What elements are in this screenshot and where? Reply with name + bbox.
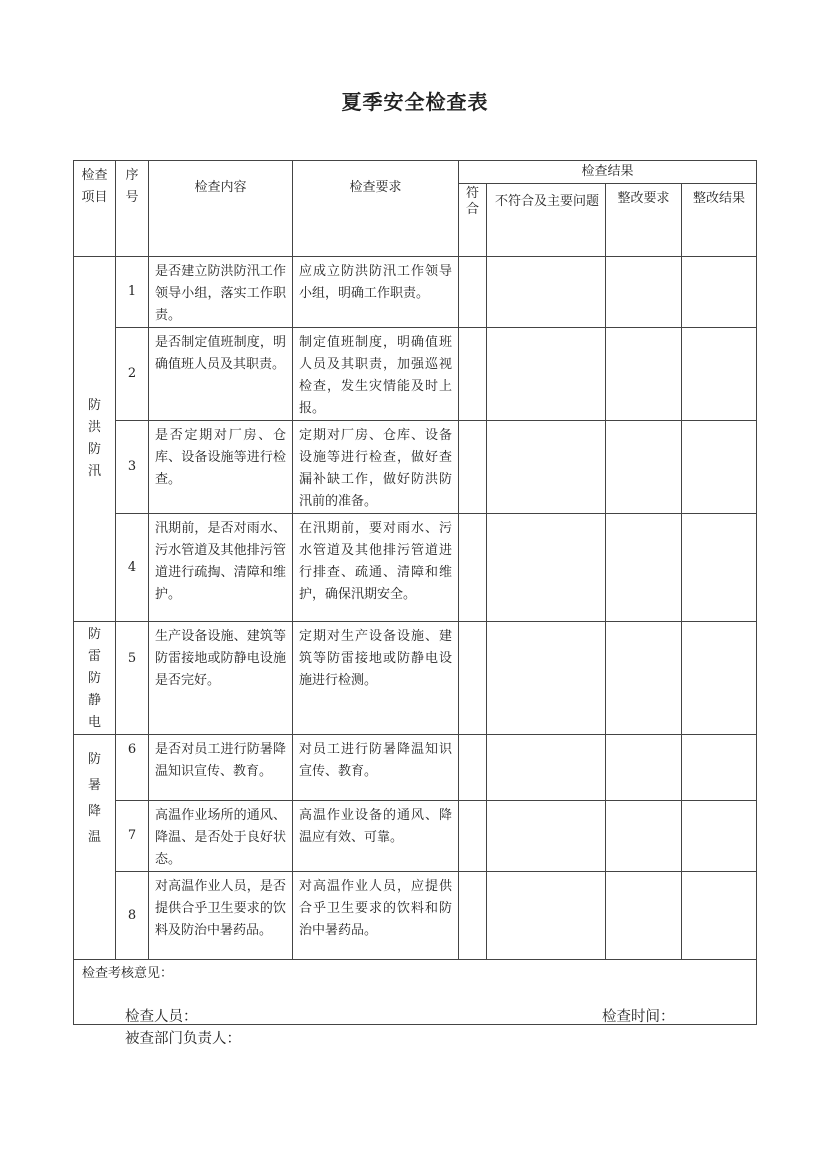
header-nonconform: 不符合及主要问题 xyxy=(487,184,606,257)
opinion-label: 检查考核意见： xyxy=(82,966,174,981)
cell-nonconform[interactable] xyxy=(487,735,606,801)
row-requirement: 对员工进行防暑降温知识宣传、教育。 xyxy=(293,735,459,801)
cell-rectify-result[interactable] xyxy=(682,801,757,872)
cell-nonconform[interactable] xyxy=(487,328,606,421)
row-requirement: 定期对厂房、仓库、设备设施等进行检查，做好查漏补缺工作，做好防洪防汛前的准备。 xyxy=(293,421,459,514)
row-num: 6 xyxy=(116,735,149,801)
row-num: 3 xyxy=(116,421,149,514)
cell-nonconform[interactable] xyxy=(487,622,606,735)
inspector-label: 检查人员： xyxy=(125,1009,198,1025)
row-num: 8 xyxy=(116,872,149,960)
cell-rectify-req[interactable] xyxy=(606,735,682,801)
cell-rectify-req[interactable] xyxy=(606,328,682,421)
dept-head-label: 被查部门负责人： xyxy=(125,1031,241,1047)
category-heat: 防暑降温 xyxy=(74,735,116,960)
row-content: 是否制定值班制度，明确值班人员及其职责。 xyxy=(149,328,293,421)
row-num: 1 xyxy=(116,257,149,328)
cell-conform[interactable] xyxy=(459,872,487,960)
cell-nonconform[interactable] xyxy=(487,257,606,328)
header-seq: 序号 xyxy=(116,161,149,257)
row-content: 高温作业场所的通风、降温、是否处于良好状态。 xyxy=(149,801,293,872)
row-requirement: 制定值班制度，明确值班人员及其职责，加强巡视检查，发生灾情能及时上报。 xyxy=(293,328,459,421)
row-requirement: 应成立防洪防汛工作领导小组，明确工作职责。 xyxy=(293,257,459,328)
cell-nonconform[interactable] xyxy=(487,872,606,960)
cell-rectify-req[interactable] xyxy=(606,421,682,514)
cell-rectify-result[interactable] xyxy=(682,872,757,960)
header-rectify-result: 整改结果 xyxy=(682,184,757,257)
cell-rectify-req[interactable] xyxy=(606,514,682,622)
header-category: 检查项目 xyxy=(74,161,116,257)
row-num: 4 xyxy=(116,514,149,622)
row-content: 生产设备设施、建筑等防雷接地或防静电设施是否完好。 xyxy=(149,622,293,735)
cell-rectify-result[interactable] xyxy=(682,735,757,801)
cell-nonconform[interactable] xyxy=(487,801,606,872)
cell-conform[interactable] xyxy=(459,421,487,514)
cell-rectify-result[interactable] xyxy=(682,328,757,421)
cell-rectify-req[interactable] xyxy=(606,257,682,328)
cell-conform[interactable] xyxy=(459,514,487,622)
row-content: 是否定期对厂房、仓库、设备设施等进行检查。 xyxy=(149,421,293,514)
header-requirement: 检查要求 xyxy=(293,161,459,257)
row-requirement: 在汛期前，要对雨水、污水管道及其他排污管道进行排查、疏通、清障和维护，确保汛期安全。 xyxy=(293,514,459,622)
cell-nonconform[interactable] xyxy=(487,421,606,514)
cell-rectify-req[interactable] xyxy=(606,801,682,872)
category-flood: 防洪防汛 xyxy=(74,257,116,622)
header-conform: 符合 xyxy=(459,184,487,257)
cell-conform[interactable] xyxy=(459,735,487,801)
row-num: 5 xyxy=(116,622,149,735)
row-num: 2 xyxy=(116,328,149,421)
cell-nonconform[interactable] xyxy=(487,514,606,622)
category-lightning: 防雷防静电 xyxy=(74,622,116,735)
cell-conform[interactable] xyxy=(459,257,487,328)
header-content: 检查内容 xyxy=(149,161,293,257)
row-requirement: 高温作业设备的通风、降温应有效、可靠。 xyxy=(293,801,459,872)
cell-rectify-result[interactable] xyxy=(682,257,757,328)
inspection-time-label: 检查时间： xyxy=(602,1009,675,1025)
cell-rectify-result[interactable] xyxy=(682,421,757,514)
cell-conform[interactable] xyxy=(459,622,487,735)
page-title: 夏季安全检查表 xyxy=(341,90,489,114)
row-content: 汛期前，是否对雨水、污水管道及其他排污管道进行疏掏、清障和维护。 xyxy=(149,514,293,622)
row-content: 对高温作业人员，是否提供合乎卫生要求的饮料及防治中暑药品。 xyxy=(149,872,293,960)
header-results: 检查结果 xyxy=(459,161,757,184)
row-requirement: 对高温作业人员，应提供合乎卫生要求的饮料和防治中暑药品。 xyxy=(293,872,459,960)
row-num: 7 xyxy=(116,801,149,872)
header-rectify-req: 整改要求 xyxy=(606,184,682,257)
row-content: 是否建立防洪防汛工作领导小组，落实工作职责。 xyxy=(149,257,293,328)
cell-conform[interactable] xyxy=(459,328,487,421)
cell-conform[interactable] xyxy=(459,801,487,872)
cell-rectify-result[interactable] xyxy=(682,514,757,622)
row-requirement: 定期对生产设备设施、建筑等防雷接地或防静电设施进行检测。 xyxy=(293,622,459,735)
cell-rectify-result[interactable] xyxy=(682,622,757,735)
inspection-table xyxy=(73,160,757,1025)
cell-rectify-req[interactable] xyxy=(606,622,682,735)
row-content: 是否对员工进行防暑降温知识宣传、教育。 xyxy=(149,735,293,801)
cell-rectify-req[interactable] xyxy=(606,872,682,960)
